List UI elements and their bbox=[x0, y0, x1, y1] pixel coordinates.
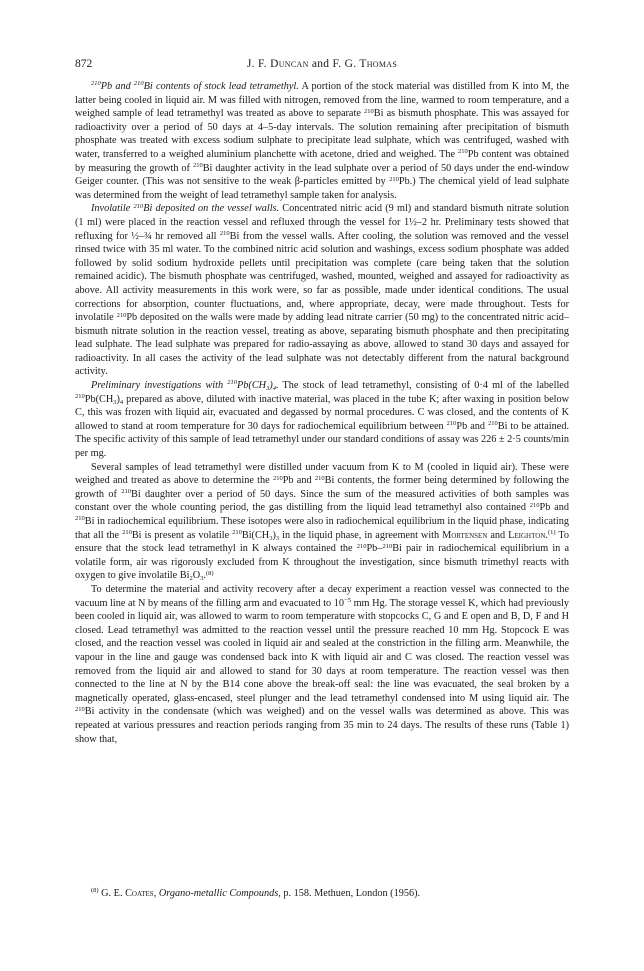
body-text bbox=[75, 80, 569, 746]
paragraph-stock-contents: $^{210}$Pb and $^{210}$Bi contents of stock lead tetramethyl. A portion of the stock material was distilled from K into M, the latter being cooled in liquid air. M was filled with nitrogen, removed from the line, warmed to room temperature, and a weighed sample of lead tetramethyl was treated as above to separate $^{210}$Bi as bismuth phosphate. This was assayed for radioactivity over a period of 50 days at 4–5-day intervals. The solution remaining after precipitation of bismuth phosphate was treated with excess sodium sulphate to precipitate lead sulphate, which was centrifuged, washed with water, transferred to a weighed aluminium planchette with acetone, dried and weighed. The $^{210}$Pb content was obtained by measuring the growth of $^{210}$Bi daughter activity in the lead sulphate over a period of 50 days under the end-window Geiger counter. (This was not sensitive to the weak β-particles emitted by $^{210}$Pb.) The chemical yield of lead sulphate was determined from the weight of lead tetramethyl sample taken for analysis. bbox=[75, 80, 570, 201]
running-head: J. F. Duncan and F. G. Thomas bbox=[246, 58, 398, 70]
footnote-title: Organo-metallic Compounds, bbox=[158, 888, 281, 899]
page-number: 872 bbox=[75, 58, 93, 70]
footnote: $^{(8)}$ G. E. Coates, Organo-metallic Compounds, p. 158. Methuen, London (1956). bbox=[91, 887, 421, 899]
footnote-rest: p. 158. Methuen, London (1956). bbox=[283, 888, 421, 899]
paragraph-involatile-bismuth: Involatile $^{210}$Bi deposited on the vessel walls. Concentrated nitric acid (9 ml) and standard bismuth nitrate solution (1 ml) were placed in the reaction vessel and refluxed through the vessel for 1½–2 hr. Preliminary tests showed that refluxing for ½–¾ hr removed all $^{210}$Bi from the vessel walls. After cooling, the solution was removed and the vessel rinsed twice with 35 ml water. To the combined nitric acid solution and washings, excess sodium phosphate was added followed by solid sodium hydroxide pellets until precipitation was complete (care being taken that the solution remained acidic). The bismuth phosphate was centrifuged, washed, mounted, weighed and assayed for radioactivity as above. All activity measurements in this work were, so far as possible, made under identical conditions. The usual corrections for absorption, counter fluctuations, and, where appropriate, decay, were made throughout. Tests for involatile $^{210}$Pb deposited on the walls were made by adding lead nitrate carrier (50 mg) to the concentrated nitric acid–bismuth nitrate solution in the reaction vessel, treating as above, separating bismuth phosphate and then precipitating lead sulphate. The lead sulphate was prepared for radio-assaying as above, allowed to stand 30 days and assayed for radioactivity. In all cases the activity of the lead sulphate was not detectably different from the natural background activity. bbox=[75, 202, 569, 378]
footnote-marker: (8) bbox=[91, 887, 99, 895]
paragraph-recovery: To determine the material and activity recovery after a decay experiment a reaction vessel was connected to the vacuum line at N by means of the filling arm and evacuated to $10^{-5}$ mm Hg. The storage vessel K, which had previously been cooled in liquid air, was allowed to warm to room temperature with stopcocks C, G and E open and B, D, F and H closed. Lead tetramethyl was admitted to the reaction vessel until the pressure reached 10 mm Hg. Stopcock E was closed, and the reaction vessel was cooled in liquid air and sealed at the constriction in the filling arm. Meanwhile, the vapour in the line and gauge was condensed back into K with liquid air and C was closed. The reaction vessel was removed from the liquid air and allowed to stand for 30 days at room temperature. The reaction vessel was then connected to the line at N by the B14 cone above the break-off seal: the line was evacuated, the seal broken by a magnetically operated, glass-encased, steel plunger and the lead tetramethyl condensed into M using liquid air. The $^{210}$Bi activity in the condensate (which was weighed) and on the vessel walls was determined as above. This was repeated at various pressures and reaction periods ranging from 35 min to 24 days. The results of these runs (Table 1) show that, bbox=[75, 583, 569, 745]
paragraph-preliminary: Preliminary investigations with $^{210}Pb(CH_3)_4$. The stock of lead tetramethyl, consisting of 0·4 ml of the labelled $^{210}Pb(CH_3)_4$ prepared as above, diluted with inactive material, was placed in the tube K; after waxing in position below C, this was frozen with liquid air, evacuated and degassed by normal procedures. C was closed, and the contents of K allowed to stand at room temperature for 30 days for radiochemical equilibrium between $^{210}$Pb and $^{210}$Bi to be attained. The specific activity of this sample of lead tetramethyl under our standard conditions of assay was 226 ± 2·5 counts/min per mg. bbox=[75, 379, 570, 460]
page-header bbox=[75, 58, 569, 74]
paragraph-several-samples: Several samples of lead tetramethyl were distilled under vacuum from K to M (cooled in liquid air). These were weighed and treated as above to determine the $^{210}$Pb and $^{210}$Bi contents, the former being determined by following the growth of $^{210}$Bi daughter over a period of 50 days. Since the sum of the measured activities of both samples was constant over the whole counting period, the gas distilling from the liquid lead tetramethyl also contained $^{210}$Pb and $^{210}$Bi in radiochemical equilibrium. These isotopes were also in radiochemical equilibrium in the liquid phase, indicating that all the $^{210}$Bi is present as volatile $^{210}Bi(CH_3)_3$ in the liquid phase, in agreement with Mortensen and Leighton.$^{(1)}$ To ensure that the stock lead tetramethyl in K always contained the $^{210}$Pb–$^{210}$Bi pair in radiochemical equilibrium in a volatile form, air was rigorously excluded from K throughout the investigation, since bismuth trimethyl reacts with oxygen to give involatile $Bi_2O_3.^{(8)}$ bbox=[75, 461, 570, 583]
